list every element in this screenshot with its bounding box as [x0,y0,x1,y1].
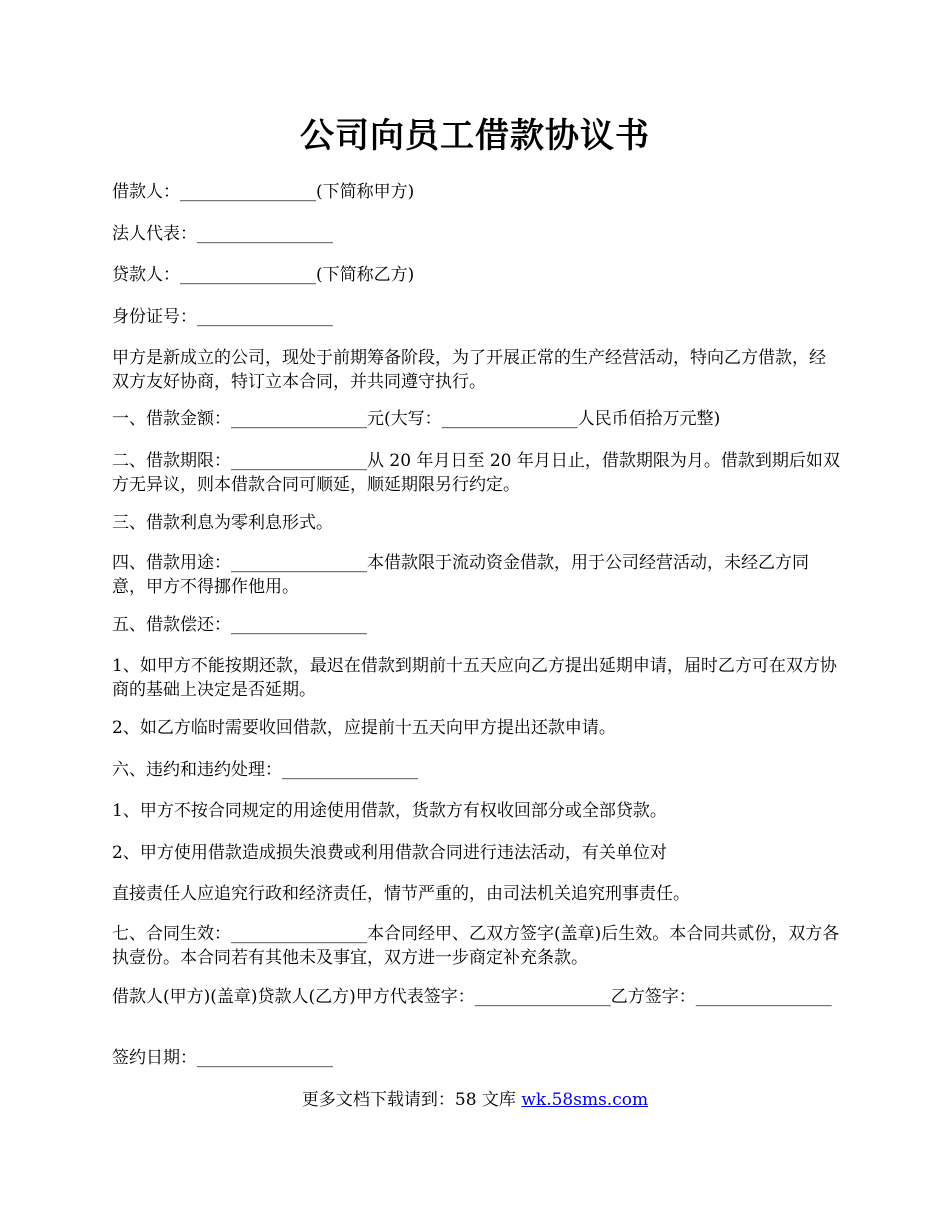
paragraph-borrower: 借款人：________________(下简称甲方) [112,182,415,202]
paragraph-loan-usage: 四、借款用途：________________本借款限于流动资金借款，用于公司经营活动，未经乙方同意，甲方不得挪作他用。 [112,553,809,597]
paragraph-intro: 甲方是新成立的公司，现处于前期筹备阶段，为了开展正常的生产经营活动，特向乙方借款，经双方友好协商，特订立本合同，并共同遵守执行。 [112,348,826,392]
paragraph-sign-date: 签约日期：________________ [112,1048,333,1068]
paragraph-legal-rep: 法人代表：________________ [112,224,333,244]
paragraph-interest: 三、借款利息为零利息形式。 [112,513,333,533]
document-title: 公司向员工借款协议书 [300,116,650,156]
footer [0,1088,950,1112]
paragraph-breach: 六、违约和违约处理：________________ [112,760,418,780]
footer-link[interactable]: wk.58sms.com [521,1090,649,1110]
paragraph-breach-1: 1、甲方不按合同规定的用途使用借款，货款方有权收回部分或全部贷款。 [112,801,667,821]
paragraph-repayment-1: 1、如甲方不能按期还款，最迟在借款到期前十五天应向乙方提出延期申请，届时乙方可在双方协商的基础上决定是否延期。 [112,656,837,700]
paragraph-loan-amount: 一、借款金额：________________元(大写：________________人民币佰拾万元整) [112,409,721,429]
paragraph-repayment-2: 2、如乙方临时需要收回借款，应提前十五天向甲方提出还款申请。 [112,718,616,738]
paragraph-breach-2-cont: 直接责任人应追究行政和经济责任，情节严重的，由司法机关追究刑事责任。 [112,884,690,904]
paragraph-breach-2: 2、甲方使用借款造成损失浪费或利用借款合同进行违法活动，有关单位对 [112,843,667,863]
paragraph-signatures: 借款人(甲方)(盖章)贷款人(乙方)甲方代表签字：________________乙方签字：________________ [112,987,832,1007]
paragraph-id-number: 身份证号：________________ [112,307,333,327]
paragraph-lender: 贷款人：________________(下简称乙方) [112,265,415,285]
paragraph-effective: 七、合同生效：________________本合同经甲、乙双方签字(盖章)后生效。本合同共贰份，双方各执壹份。本合同若有其他未及事宜，双方进一步商定补充条款。 [112,924,840,968]
paragraph-repayment: 五、借款偿还：________________ [112,615,367,635]
footer-text: 更多文档下载请到：58 文库 [301,1090,522,1110]
paragraph-loan-term: 二、借款期限：________________从 20 年月日至 20 年月日止，借款期限为月。借款到期后如双方无异议，则本借款合同可顺延，顺延期限另行约定。 [112,451,840,495]
